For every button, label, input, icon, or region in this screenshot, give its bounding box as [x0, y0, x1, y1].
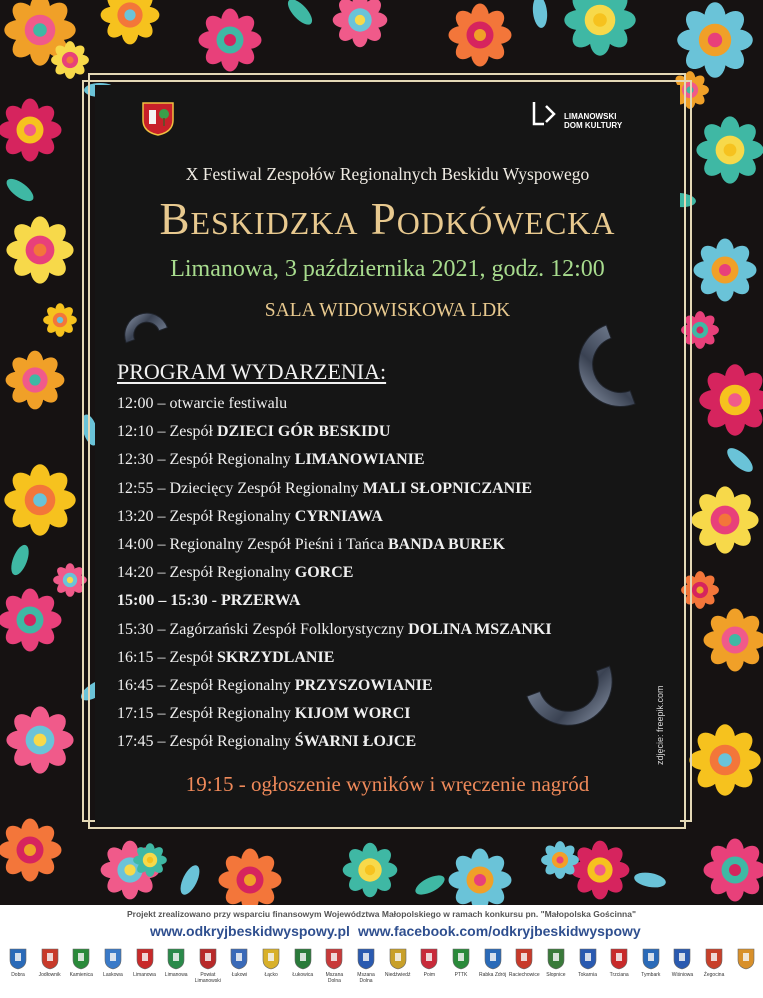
- limanowa-coat-of-arms-icon: [140, 100, 176, 136]
- municipality-crest: [194, 948, 222, 996]
- program-schedule: [117, 390, 552, 756]
- municipality-crest: [732, 948, 760, 996]
- municipality-crest: [415, 948, 443, 996]
- crest-shield-icon: [357, 948, 375, 970]
- municipality-crest: [4, 948, 32, 996]
- schedule-item: 16:45 – Zespół Regionalny PRZYSZOWIANIE: [117, 676, 433, 694]
- crest-shield-icon: [104, 948, 122, 970]
- municipality-name: Wiśniowa: [671, 972, 694, 978]
- municipality-crest: [574, 948, 602, 996]
- municipality-name: Raciechowice: [508, 972, 540, 978]
- municipality-name: Limanowa: [164, 972, 188, 978]
- municipality-crest: [36, 948, 64, 996]
- crest-shield-icon: [705, 948, 723, 970]
- municipality-name: Żegocina: [703, 972, 725, 978]
- ldk-name-line2: DOM KULTURY: [564, 121, 623, 130]
- municipality-name: Słopnice: [546, 972, 566, 978]
- crest-shield-icon: [673, 948, 691, 970]
- municipality-name: Łukowi: [231, 972, 248, 978]
- municipality-name: Łukowica: [292, 972, 314, 978]
- municipality-crest: [352, 948, 380, 996]
- municipality-crest: [542, 948, 570, 996]
- municipality-crest: [257, 948, 285, 996]
- schedule-item: 14:20 – Zespół Regionalny GORCE: [117, 564, 354, 582]
- municipality-crest: [479, 948, 507, 996]
- ldk-name: [564, 112, 622, 130]
- crest-shield-icon: [136, 948, 154, 970]
- festival-title: Beskidzka Podkówecka: [159, 194, 616, 244]
- municipality-crest: [99, 948, 127, 996]
- ldk-logo-icon: [530, 98, 562, 130]
- municipality-crest: [320, 948, 348, 996]
- schedule-item: 17:15 – Zespół Regionalny KIJOM WORCI: [117, 705, 411, 723]
- municipality-name: Tymbark: [641, 972, 661, 978]
- municipality-crest: [637, 948, 665, 996]
- crest-shield-icon: [199, 948, 217, 970]
- schedule-item: 12:55 – Dziecięcy Zespół Regionalny MALI SŁOPNICZANIE: [117, 479, 533, 497]
- municipality-name: PTTK: [454, 972, 468, 978]
- awards-announcement: 19:15 - ogłoszenie wyników i wręczenie nagród: [185, 772, 590, 796]
- crest-shield-icon: [642, 948, 660, 970]
- crest-shield-icon: [389, 948, 407, 970]
- crest-shield-icon: [325, 948, 343, 970]
- municipality-crest: [67, 948, 95, 996]
- municipality-crest: [162, 948, 190, 996]
- municipality-crest: [700, 948, 728, 996]
- crest-shield-icon: [167, 948, 185, 970]
- website-link[interactable]: www.odkryjbeskidwyspowy.pl: [150, 923, 350, 939]
- crest-shield-icon: [610, 948, 628, 970]
- crest-shield-icon: [515, 948, 533, 970]
- municipality-name: Tokarnia: [578, 972, 597, 978]
- schedule-item: 14:00 – Regionalny Zespół Pieśni i Tańca BANDA BUREK: [117, 535, 505, 553]
- schedule-item: 15:30 – Zagórzański Zespół Folklorystyczny DOLINA MSZANKI: [117, 620, 552, 638]
- crest-shield-icon: [737, 948, 755, 970]
- photo-credit: zdjęcie: freepik.com: [655, 685, 665, 765]
- crest-shield-icon: [262, 948, 280, 970]
- municipality-name: Trzciana: [609, 972, 629, 978]
- municipality-crest: [289, 948, 317, 996]
- municipality-crest: [668, 948, 696, 996]
- event-date: Limanowa, 3 października 2021, godz. 12:00: [170, 256, 605, 282]
- schedule-item: 12:10 – Zespół DZIECI GÓR BESKIDU: [117, 423, 391, 441]
- crest-shield-icon: [230, 948, 248, 970]
- municipality-name: Jodłownik: [38, 972, 61, 978]
- schedule-item-break: 15:00 – 15:30 - PRZERWA: [117, 592, 301, 610]
- municipality-crest: [131, 948, 159, 996]
- schedule-item: 13:20 – Zespół Regionalny CYRNIAWA: [117, 507, 383, 525]
- municipality-crests: [4, 948, 760, 996]
- festival-subtitle: X Festiwal Zespołów Regionalnych Beskidu Wyspowego: [185, 164, 590, 184]
- schedule-item: 16:15 – Zespół SKRZYDLANIE: [117, 648, 335, 666]
- municipality-name: Limanowa: [133, 972, 156, 978]
- crest-shield-icon: [484, 948, 502, 970]
- municipality-name: Rabka Zdrój: [478, 972, 507, 978]
- municipality-name: Poim: [423, 972, 436, 978]
- crest-shield-icon: [294, 948, 312, 970]
- municipality-crest: [510, 948, 538, 996]
- funding-note: Projekt zrealizowano przy wsparciu finansowym Województwa Małopolskiego w ramach konkursu pn. "Małopolska Gościnna": [126, 909, 637, 919]
- facebook-link[interactable]: www.facebook.com/odkryjbeskidwyspowy: [358, 923, 641, 939]
- crest-shield-icon: [72, 948, 90, 970]
- crest-shield-icon: [9, 948, 27, 970]
- crest-shield-icon: [420, 948, 438, 970]
- crest-shield-icon: [547, 948, 565, 970]
- municipality-name: Laskowa: [103, 972, 123, 978]
- municipality-name: Mszana Dolna: [325, 972, 344, 984]
- municipality-crest: [605, 948, 633, 996]
- municipality-crest: [447, 948, 475, 996]
- program-heading: PROGRAM WYDARZENIA:: [117, 359, 387, 384]
- municipality-name: Kamienica: [69, 972, 93, 978]
- municipality-crest: [384, 948, 412, 996]
- municipality-name: Dobra: [11, 972, 25, 978]
- crest-shield-icon: [41, 948, 59, 970]
- municipality-name: Niedźwiedź: [384, 972, 411, 978]
- sponsor-footer: [0, 905, 763, 998]
- crest-shield-icon: [579, 948, 597, 970]
- municipality-crest: [225, 948, 253, 996]
- schedule-item: 17:45 – Zespół Regionalny ŚWARNI ŁOJCE: [117, 733, 417, 751]
- municipality-name: Łącko: [264, 972, 278, 978]
- schedule-item: 12:30 – Zespół Regionalny LIMANOWIANIE: [117, 451, 425, 469]
- ldk-name-line1: LIMANOWSKI: [564, 112, 617, 121]
- event-venue: SALA WIDOWISKOWA LDK: [264, 300, 511, 321]
- schedule-item: 12:00 – otwarcie festiwalu: [117, 395, 288, 412]
- crest-shield-icon: [452, 948, 470, 970]
- municipality-name: Mszana Dolna: [357, 972, 375, 984]
- municipality-name: Powiat Limanowski: [194, 972, 221, 984]
